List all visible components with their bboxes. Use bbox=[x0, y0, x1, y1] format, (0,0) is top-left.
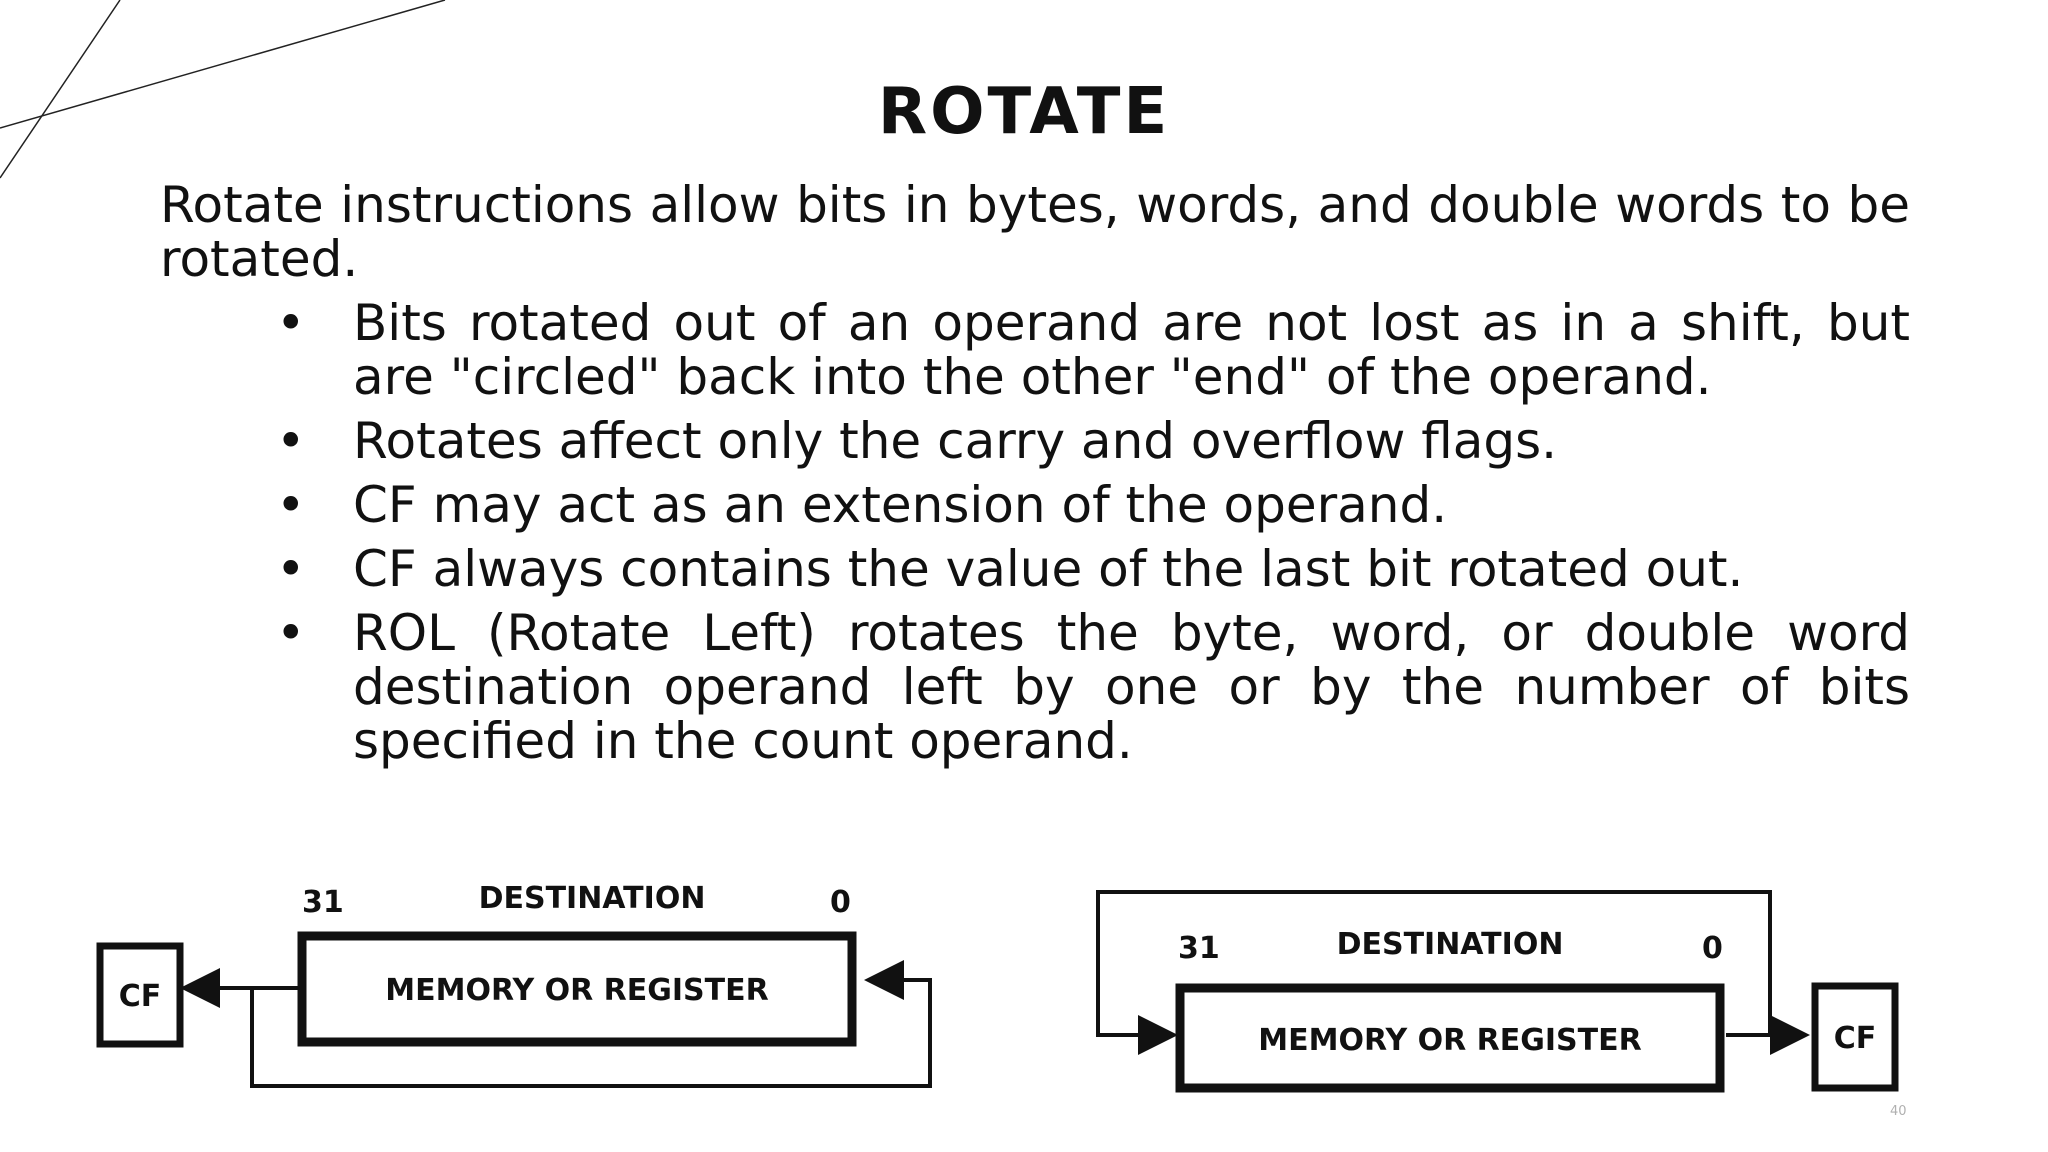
lsb-label: 0 bbox=[1702, 931, 1723, 966]
lsb-label: 0 bbox=[830, 885, 851, 920]
operand-box-label: MEMORY OR REGISTER bbox=[385, 973, 769, 1008]
bullet-marker: • bbox=[276, 294, 306, 352]
destination-label: DESTINATION bbox=[478, 881, 706, 916]
msb-label: 31 bbox=[1178, 931, 1220, 966]
destination-label: DESTINATION bbox=[1336, 927, 1564, 962]
bullet-text: Rotates affect only the carry and overflow flags. bbox=[353, 412, 1558, 470]
carry-flag-label: CF bbox=[118, 979, 162, 1014]
operand-box-label: MEMORY OR REGISTER bbox=[1258, 1023, 1642, 1058]
carry-flag-label: CF bbox=[1833, 1021, 1877, 1056]
ror-diagram bbox=[1090, 890, 1930, 1110]
page-number: 40 bbox=[1890, 1104, 1907, 1119]
bullet-marker: • bbox=[276, 540, 306, 598]
bullet-item bbox=[268, 478, 1910, 532]
bullet-text: CF always contains the value of the last bit rotated out. bbox=[353, 540, 1744, 598]
msb-label: 31 bbox=[302, 885, 344, 920]
bullet-marker: • bbox=[276, 412, 306, 470]
bullet-marker: • bbox=[276, 604, 306, 662]
intro-paragraph: Rotate instructions allow bits in bytes, words, and double words to be rotated. bbox=[160, 176, 1910, 288]
bullet-text: Bits rotated out of an operand are not lost as in a shift, but are "circled" back into the other "end" of the operand. bbox=[353, 294, 1910, 406]
bullet-item bbox=[268, 542, 1910, 596]
bullet-item bbox=[268, 296, 1910, 404]
rol-diagram bbox=[92, 870, 952, 1110]
bullet-marker: • bbox=[276, 476, 306, 534]
bullet-text: ROL (Rotate Left) rotates the byte, word, or double word destination operand left by one or by the number of bits specified in the count operand. bbox=[353, 604, 1910, 770]
bullet-text: CF may act as an extension of the operand. bbox=[353, 476, 1448, 534]
bullet-list bbox=[268, 296, 1910, 778]
bullet-item bbox=[268, 606, 1910, 768]
bullet-item bbox=[268, 414, 1910, 468]
slide-title: ROTATE bbox=[877, 75, 1171, 149]
